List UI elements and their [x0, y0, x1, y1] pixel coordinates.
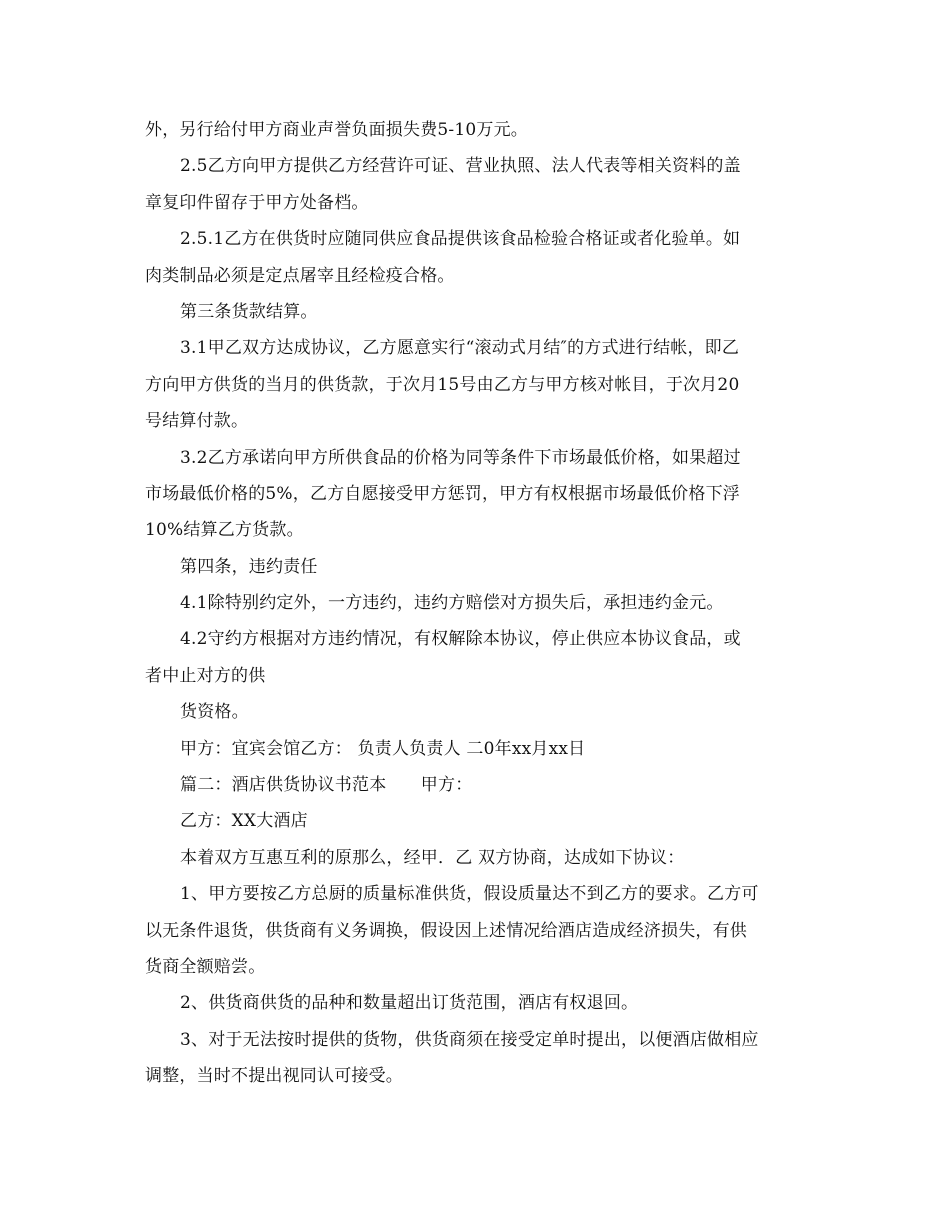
- document-line: 3.2乙方承诺向甲方所供食品的价格为同等条件下市场最低价格，如果超过: [180, 447, 741, 468]
- document-line: 本着双方互惠互利的原那么，经甲．乙 双方协商，达成如下协议：: [180, 847, 685, 868]
- document-line: 甲方：宜宾会馆乙方： 负责人负责人 二0年xx月xx日: [180, 738, 586, 759]
- document-line: 外，另行给付甲方商业声誉负面损失费5-10万元。: [145, 120, 528, 140]
- document-line: 乙方：XX大酒店: [180, 811, 308, 832]
- document-line: 号结算付款。: [145, 411, 249, 432]
- document-line: 3、对于无法按时提供的货物，供货商须在接受定单时提出，以便酒店做相应: [180, 1029, 759, 1050]
- document-body: [145, 112, 825, 1095]
- document-line: 章复印件留存于甲方处备档。: [145, 192, 369, 213]
- document-line: 10%结算乙方货款。: [145, 520, 304, 541]
- document-line: 4.2守约方根据对方违约情况，有权解除本协议，停止供应本协议食品，或: [180, 629, 741, 650]
- document-line: 4.1除特别约定外，一方违约，违约方赔偿对方损失后，承担违约金元。: [180, 593, 724, 614]
- document-line: 3.1甲乙双方达成协议，乙方愿意实行“滚动式月结″的方式进行结帐，即乙: [180, 338, 740, 359]
- document-line: 肉类制品必须是定点屠宰且经检疫合格。: [145, 265, 455, 286]
- document-line: 篇二：酒店供货协议书范本 甲方：: [180, 775, 473, 796]
- document-line: 市场最低价格的5%，乙方自愿接受甲方惩罚，甲方有权根据市场最低价格下浮: [145, 483, 740, 504]
- document-line: 方向甲方供货的当月的供货款，于次月15号由乙方与甲方核对帐目，于次月20: [145, 374, 740, 395]
- document-line: 第四条，违约责任: [180, 556, 318, 577]
- document-line: 调整，当时不提出视同认可接受。: [145, 1066, 403, 1087]
- document-line: 者中止对方的供: [145, 665, 266, 686]
- document-line: 2.5.1乙方在供货时应随同供应食品提供该食品检验合格证或者化验单。如: [180, 229, 741, 250]
- document-line: 货商全额赔尝。: [145, 956, 266, 977]
- document-line: 货资格。: [180, 702, 249, 723]
- document-line: 1、甲方要按乙方总厨的质量标准供货，假设质量达不到乙方的要求。乙方可: [180, 884, 759, 905]
- document-line: 以无条件退货，供货商有义务调换，假设因上述情况给酒店造成经济损失，有供: [145, 920, 747, 941]
- document-line: 第三条货款结算。: [180, 301, 318, 322]
- document-line: 2.5乙方向甲方提供乙方经营许可证、营业执照、法人代表等相关资料的盖: [180, 156, 741, 177]
- document-line: 2、供货商供货的品种和数量超出订货范围，酒店有权退回。: [180, 993, 639, 1014]
